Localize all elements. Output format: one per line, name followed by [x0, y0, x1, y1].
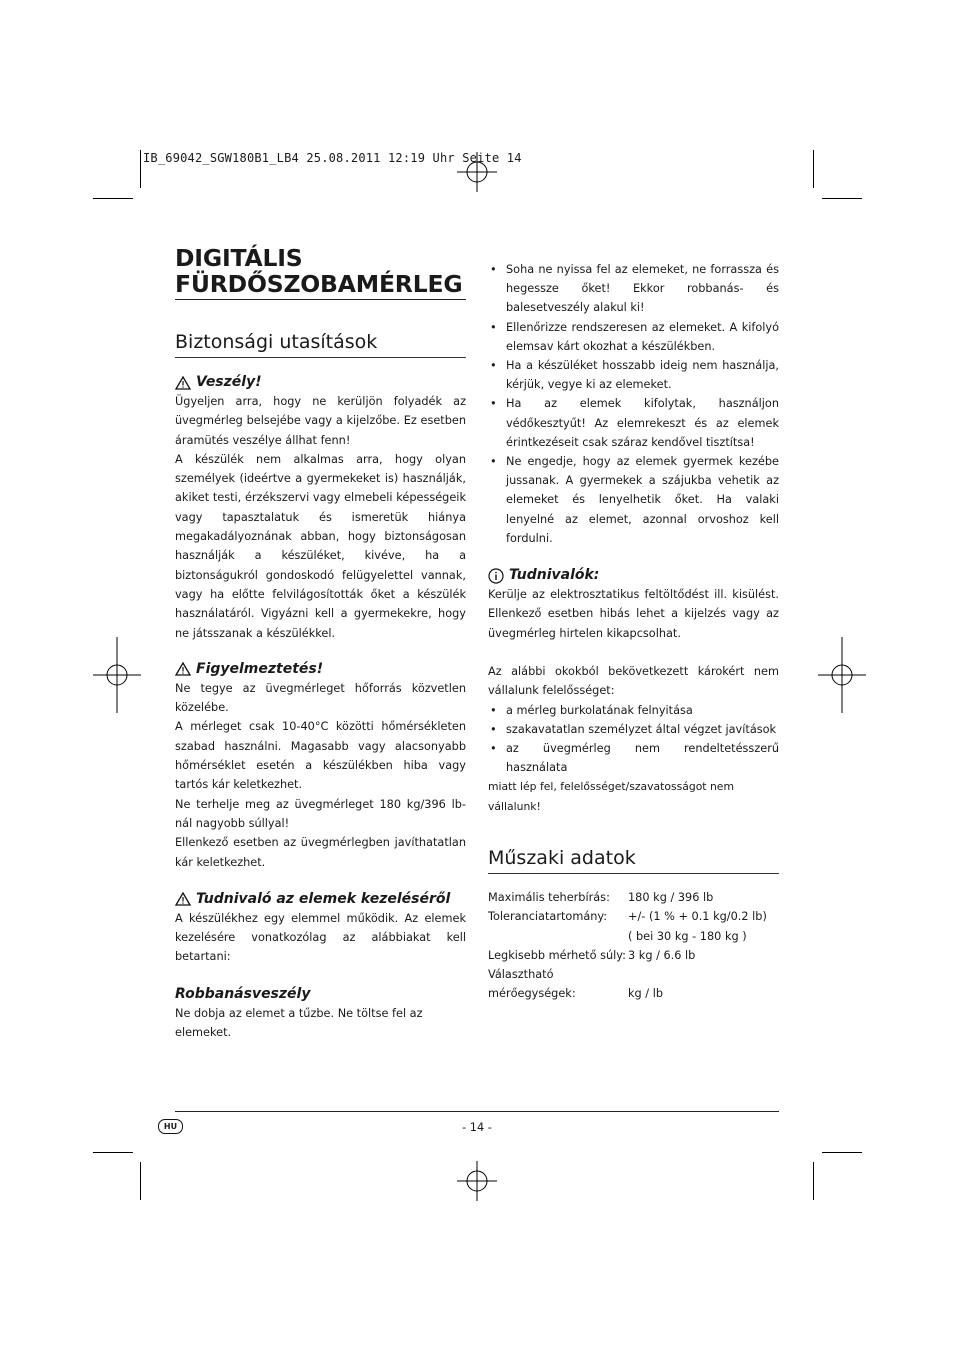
table-row: Választható — [488, 968, 554, 982]
table-row: mérőegységek: kg / lb — [488, 987, 664, 1001]
right-column — [488, 260, 779, 1004]
page-title: DIGITÁLIS FÜRDŐSZOBAMÉRLEG — [175, 245, 466, 300]
danger-paragraph-2: A készülék nem alkalmas arra, hogy olyan személyek (ideértve a gyermekeket is) használják, akiket testi, érzékszervi vagy elmebeli képességeik vagy tapasztalatuk és ismeretük hiánya megakadályoznának abban, hogy biztonságosan használják a készüléket, kivéve, ha a biztonságukról gondoskodó felügyelettel vannak, vagy ha előtte felvilágosították őket a készülék használatáról. Vigyázni kell a gyermekekre, hogy ne játsszanak a készülékkel. — [175, 452, 466, 640]
warning-section — [175, 660, 466, 872]
warning-paragraph-4: Ellenkező esetben az üvegmérlegben javíthatatlan kár keletkezhet. — [175, 836, 466, 869]
list-item: • a mérleg burkolatának felnyitása — [488, 701, 779, 720]
warning-triangle-icon — [175, 892, 191, 906]
notes-paragraph-1: Kerülje az elektrosztatikus feltöltődést ill. kisülést. Ellenkező esetben hibás lehet a kijelzés vagy az üvegmérleg hirtelen kikapcsolhat. — [488, 588, 779, 640]
notes-bullet-list — [488, 701, 779, 778]
print-header: IB_69042_SGW180B1_LB4 25.08.2011 12:19 Uhr Seite 14 — [143, 151, 522, 165]
warning-triangle-icon — [175, 662, 191, 676]
notes-section — [488, 566, 779, 816]
warning-heading: Figyelmeztetés! — [175, 660, 466, 679]
table-row: Legkisebb mérhető súly: 3 kg / 6.6 lb — [488, 948, 696, 962]
warning-paragraph-2: A mérleget csak 10-40°C közötti hőmérsékleten szabad használni. Magasabb vagy alacsonyabb hőmérséklet esetén a készülékben hiba vagy tartós kár keletkezhet. — [175, 720, 466, 792]
footer-divider — [175, 1111, 779, 1112]
list-item: • Ne engedje, hogy az elemek gyermek kezébe jussanak. A gyermekek a szájukba vehetik az elemeket és lenyelhetik őket. Ha valaki lenyelné az elemet, azonnal orvoshoz kell fordulni. — [488, 452, 779, 548]
notes-tail: miatt lép fel, felelősséget/szavatosságot nem vállalunk! — [488, 780, 734, 813]
warning-triangle-icon — [175, 376, 191, 390]
list-item: • Ha a készüléket hosszabb ideig nem használja, kérjük, vegye ki az elemeket. — [488, 356, 779, 394]
danger-paragraph-1: Ügyeljen arra, hogy ne kerüljön folyadék az üvegmérleg belsejébe vagy a kijelzőbe. Ez esetben áramütés veszélye állhat fenn! — [175, 395, 466, 447]
explosion-heading: Robbanásveszély — [175, 985, 311, 1002]
battery-bullet-list — [488, 260, 779, 548]
list-item: • az üvegmérleg nem rendeltetésszerű használata — [488, 739, 779, 777]
safety-heading: Biztonsági utasítások — [175, 330, 466, 358]
danger-heading: Veszély! — [175, 373, 466, 392]
warning-paragraph-3: Ne terhelje meg az üvegmérleget 180 kg/396 lb-nál nagyobb súllyal! — [175, 797, 466, 830]
battery-paragraph: A készülékhez egy elemmel működik. Az elemek kezelésére vonatkozólag az alábbiakat kell betartani: — [175, 911, 466, 964]
table-row: Toleranciatartomány: +/- (1 % + 0.1 kg/0.2 lb) — [488, 910, 767, 924]
table-row: ( bei 30 kg - 180 kg ) — [628, 929, 747, 943]
notes-paragraph-2: Az alábbi okokból bekövetkezett károkért nem vállalunk felelősséget: — [488, 664, 779, 698]
specs-table — [488, 888, 767, 1004]
list-item: • Ha az elemek kifolytak, használjon védőkesztyűt! Az elemrekeszt és az elemek érintkezéseit csak száraz kendővel tisztítsa! — [488, 394, 779, 452]
explosion-paragraph: Ne dobja az elemet a tűzbe. Ne töltse fel az elemeket. — [175, 1006, 423, 1040]
list-item: • Ellenőrizze rendszeresen az elemeket. A kifolyó elemsav kárt okozhat a készülékben. — [488, 318, 779, 356]
danger-section — [175, 373, 466, 643]
explosion-section — [175, 985, 466, 1043]
warning-paragraph-1: Ne tegye az üvegmérleget hőforrás közvetlen közelébe. — [175, 681, 466, 715]
notes-heading: Tudnivalók: — [488, 566, 779, 585]
table-row: Maximális teherbírás: 180 kg / 396 lb — [488, 890, 714, 904]
language-badge: HU — [158, 1119, 183, 1134]
specs-heading: Műszaki adatok — [488, 846, 779, 874]
battery-heading: Tudnivaló az elemek kezeléséről — [175, 890, 466, 909]
info-icon — [488, 568, 504, 584]
list-item: • szakavatatlan személyzet által végzet javítások — [488, 720, 779, 739]
list-item: • Soha ne nyissa fel az elemeket, ne forrassza és hegessze őket! Ekkor robbanás- és balesetveszély alakul ki! — [488, 260, 779, 318]
page-number: - 14 - — [462, 1121, 492, 1134]
left-column — [175, 245, 466, 1042]
battery-section — [175, 890, 466, 967]
